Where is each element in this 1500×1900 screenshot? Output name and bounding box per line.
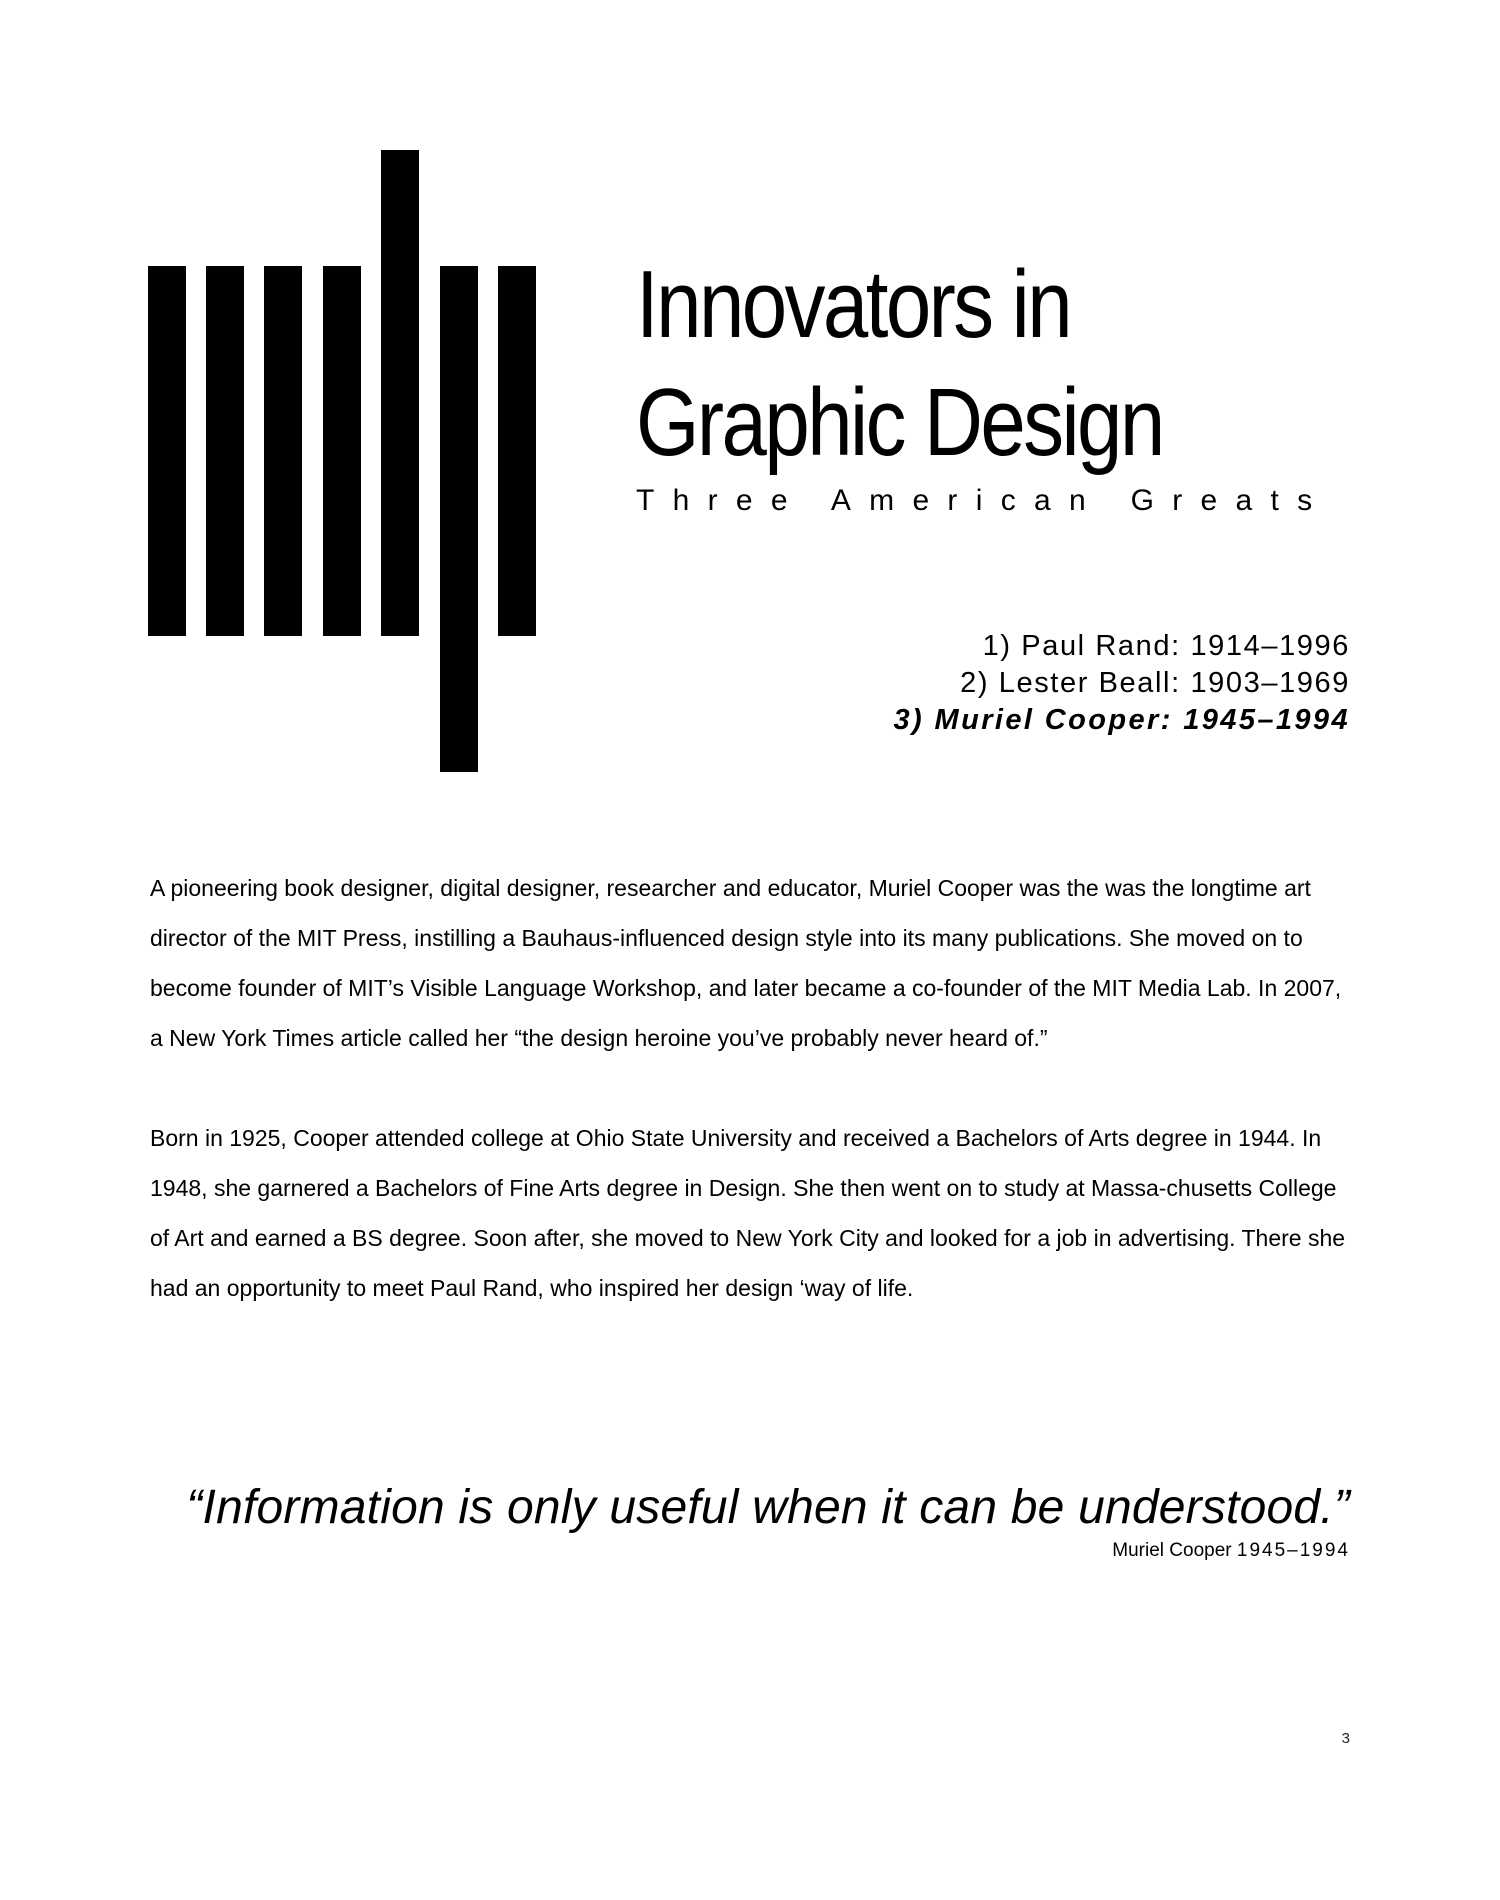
page-subtitle: Three American Greats (636, 484, 1331, 517)
quote-years: 1945–1994 (1236, 1540, 1350, 1561)
designer-list (894, 628, 1351, 739)
body-paragraph-2: Born in 1925, Cooper attended college at Ohio State University and received a Bachelors of Arts degree in 1944. In 1948, she garnered a Bachelors of Fine Arts degree in Design. She then went on to study at Massa-chusetts College of Art and earned a BS degree. Soon after, she moved to New York City and looked for a job in advertising. There she had an opportunity to meet Paul Rand, who inspired her design ‘way of life. (150, 1125, 1346, 1301)
logo-bar-4 (323, 266, 361, 636)
body-paragraph-1: A pioneering book designer, digital designer, researcher and educator, Muriel Cooper was the was the longtime art director of the MIT Press, instilling a Bauhaus-influenced design style into its many publications. She moved on to become founder of MIT’s Visible Language Workshop, and later became a co-founder of the MIT Media Lab. In 2007, a New York Times article called her “the design heroine you’ve probably never heard of.” (150, 875, 1342, 1051)
designer-name: 1) Paul Rand: (982, 630, 1181, 662)
quote-attribution (1112, 1540, 1350, 1562)
designer-item (894, 628, 1351, 665)
logo-bar-7 (498, 266, 536, 636)
pull-quote: “Information is only useful when it can be understood.” (186, 1481, 1350, 1534)
quote-author: Muriel Cooper (1112, 1540, 1232, 1561)
designer-years: 1914–1996 (1190, 630, 1350, 662)
body-text (150, 863, 1355, 1363)
designer-item-current (894, 702, 1351, 739)
title-block (636, 246, 1376, 518)
logo-bar-5-tall (381, 150, 419, 636)
designer-name: 2) Lester Beall: (960, 667, 1181, 699)
designer-name: 3) Muriel Cooper: (893, 704, 1173, 736)
designer-item (894, 665, 1351, 702)
logo-bar-1 (148, 266, 186, 636)
designer-years: 1945–1994 (1183, 704, 1350, 736)
page-title-line-1: Innovators in (636, 251, 1071, 358)
logo-bar-6-long (440, 266, 478, 772)
logo-bar-2 (206, 266, 244, 636)
page-number: 3 (1341, 1730, 1350, 1747)
designer-years: 1903–1969 (1190, 667, 1350, 699)
vertical-bars-logo (0, 0, 600, 800)
logo-bar-3 (264, 266, 302, 636)
page-title-line-2: Graphic Design (636, 369, 1163, 476)
